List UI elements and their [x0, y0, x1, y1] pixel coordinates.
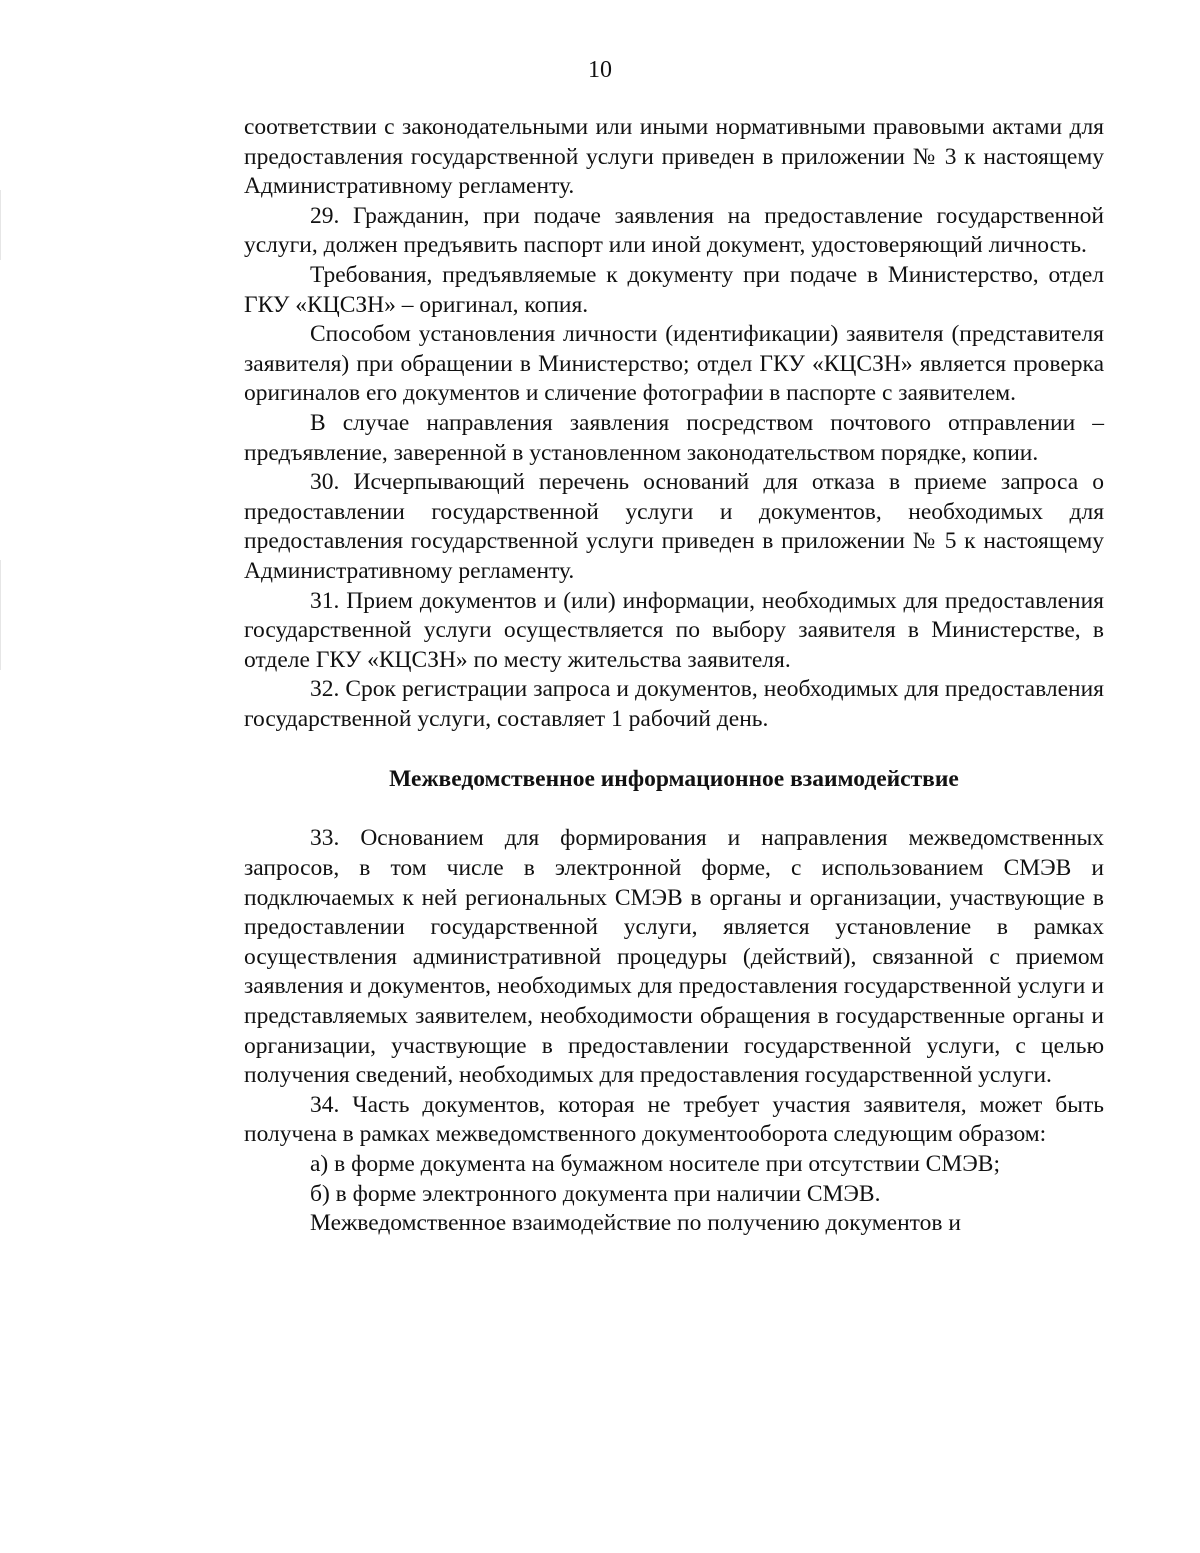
scan-edge-mark: [0, 190, 1, 260]
paragraph-33: 33. Основанием для формирования и направления межведомственных запросов, в том числе в электронной форме, с использованием СМЭВ и подключаемых к ней региональных СМЭВ в органы и организации, участвующие в предоставлении государственной услуги, является установление в рамках осуществления административной процедуры (действий), связанной с приемом заявления и документов, необходимых для предоставления государственной услуги и представляемых заявителем, необходимости обращения в государственные органы и организации, участвующие в предоставлении государственной услуги, с целью получения сведений, необходимых для предоставления государственной услуги.: [244, 825, 1104, 1089]
paragraph: соответствии с законодательными или иными нормативными правовыми актами для предоставления государственной услуги приведен в приложении № 3 к настоящему Административному регламенту.: [244, 114, 1104, 200]
paragraph: Способом установления личности (идентификации) заявителя (представителя заявителя) при обращении в Министерство; отдел ГКУ «КЦСЗН» является проверка оригиналов его документов и сличение фотографии в паспорте с заявителем.: [244, 321, 1104, 407]
list-item-b: б) в форме электронного документа при наличии СМЭВ.: [310, 1180, 881, 1207]
paragraph: В случае направления заявления посредством почтового отправлении – предъявление, заверенной в установленном законодательством порядке, копии.: [244, 409, 1104, 466]
paragraph-29: 29. Гражданин, при подаче заявления на предоставление государственной услуги, должен предъявить паспорт или иной документ, удостоверяющий личность.: [244, 202, 1104, 259]
paragraph-group-after-heading: [244, 824, 1104, 1238]
paragraph-group-before-heading: [244, 113, 1104, 734]
paragraph: Требования, предъявляемые к документу при подаче в Министерство, отдел ГКУ «КЦСЗН» – оригинал, копия.: [244, 261, 1104, 318]
section-heading: Межведомственное информационное взаимодействие: [389, 766, 959, 793]
paragraph-31: 31. Прием документов и (или) информации, необходимых для предоставления государственной услуги осуществляется по выбору заявителя в Министерстве, в отделе ГКУ «КЦСЗН» по месту жительства заявителя.: [244, 587, 1104, 673]
list-item-a: а) в форме документа на бумажном носителе при отсутствии СМЭВ;: [310, 1151, 1000, 1177]
scan-edge-mark: [0, 560, 1, 670]
paragraph-30: 30. Исчерпывающий перечень оснований для отказа в приеме запроса о предоставлении государственной услуги и документов, необходимых для предоставления государственной услуги приведен в приложении № 5 к настоящему Административному регламенту.: [244, 469, 1104, 584]
document-body: [244, 113, 1104, 1239]
page-number: 10: [588, 57, 612, 83]
paragraph-32: 32. Срок регистрации запроса и документов, необходимых для предоставления государственной услуги, составляет 1 рабочий день.: [244, 676, 1104, 732]
paragraph: Межведомственное взаимодействие по получению документов и: [310, 1210, 961, 1237]
paragraph-34: 34. Часть документов, которая не требует участия заявителя, может быть получена в рамках межведомственного документооборота следующим образом:: [244, 1091, 1104, 1148]
